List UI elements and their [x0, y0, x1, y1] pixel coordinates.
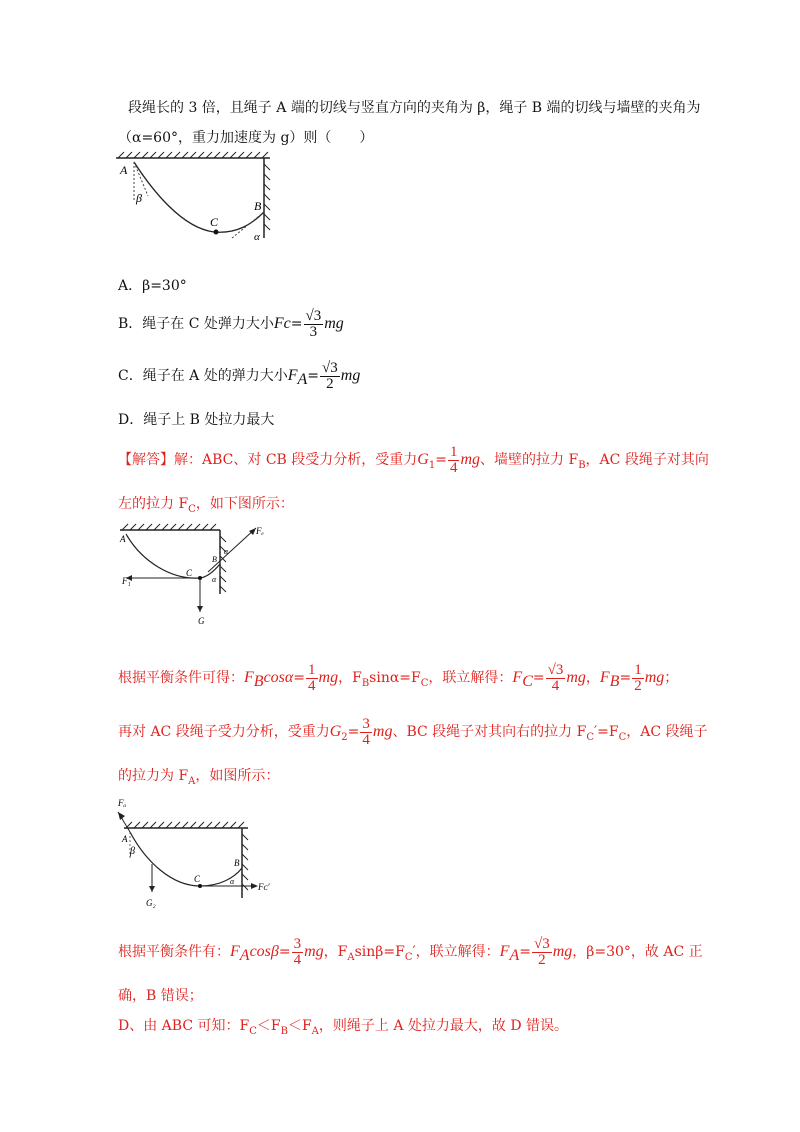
label-A: A — [120, 163, 128, 177]
svg-text:G: G — [198, 616, 205, 626]
svg-text:F₁: F₁ — [122, 576, 131, 586]
solution-line-7: 确，B 错误； — [118, 988, 203, 1004]
option-a: A．β=30° — [118, 278, 187, 294]
svg-text:Fᴄ′: Fᴄ′ — [258, 882, 270, 892]
svg-text:C: C — [194, 874, 201, 884]
solution-line-4: 再对 AC 段绳子受力分析，受重力$G_2=$ $\frac{3}{4}$ mg、BC 段绳子对其向右的拉力 $F_C'=F_C$，AC 段绳子 — [118, 715, 708, 748]
fraction: $\frac{√3}{2}$ — [322, 359, 338, 392]
fraction: $\frac{√3}{3}$ — [305, 307, 322, 340]
solution-line-8: D、由 ABC 可知：$F_C<F_B<F_A$，则绳子上 A 处拉力最大，故 D 错误。 — [118, 1018, 569, 1037]
svg-text:A: A — [120, 534, 126, 544]
rope-curve — [134, 162, 264, 232]
figure-1-rope — [112, 150, 282, 244]
svg-text:B: B — [234, 858, 240, 868]
option-b-text: B．绳子在 C 处弹力大小 — [118, 316, 274, 332]
solution-line-1: 【解答】解：ABC、对 CB 段受力分析，受重力$G_1=$ $\frac{1}{4}$ mg、墙壁的拉力 $F_B$，AC 段绳子对其向 — [118, 443, 709, 476]
svg-text:B: B — [212, 555, 217, 564]
label-B: B — [254, 199, 262, 213]
option-b-lhs: Fc — [273, 315, 291, 332]
solution-line-3: 根据平衡条件可得：$F_B\cos\alpha=$ $\frac{1}{4}$ mg，$F_B\sin\alpha=F_C$，联立解得：$F_C=$ $\frac{√3}{4}$ mg，$F_B=$ $\frac{1}{2}$ mg； — [118, 661, 679, 694]
question-line-1: 段绳长的 3 倍，且绳子 A 端的切线与竖直方向的夹角为 β，绳子 B 端的切线与墙壁的夹角为 — [128, 100, 701, 116]
mg: mg — [324, 315, 344, 332]
svg-text:α: α — [230, 877, 235, 886]
option-d: D．绳子上 B 处拉力最大 — [118, 412, 275, 428]
solution-line-6: 根据平衡条件有：$F_A\cos\beta=$ $\frac{3}{4}$ mg，$F_A\sin\beta=F_C'$，联立解得：$F_A=$ $\frac{√3}{2}$ mg，β=30°，故 AC 正 — [118, 935, 703, 968]
label-C: C — [210, 215, 219, 229]
solution-tag: 【解答】 — [118, 452, 174, 468]
solution-line-2: 左的拉力 $F_C$，如下图所示： — [118, 496, 294, 515]
svg-text:G₂: G₂ — [146, 898, 156, 908]
option-c-text: C．绳子在 A 处的弹力大小 — [118, 368, 288, 384]
svg-text:C: C — [186, 568, 193, 578]
eq: = — [290, 316, 303, 332]
svg-text:α: α — [224, 547, 229, 556]
svg-text:Fₑ: Fₑ — [256, 526, 264, 536]
question-line-2: （α=60°，重力加速度为 g）则（ ） — [118, 130, 374, 146]
wall-hatch — [264, 164, 270, 230]
svg-text:A: A — [122, 834, 128, 844]
figure-2-force-diagram — [116, 520, 276, 630]
svg-text:Fₐ: Fₐ — [118, 798, 127, 808]
svg-text:α: α — [212, 575, 217, 584]
figure-3-force-diagram — [112, 792, 282, 912]
svg-text:β: β — [130, 846, 135, 857]
label-beta: β — [136, 191, 142, 205]
point-C — [214, 230, 219, 235]
label-alpha: α — [254, 231, 260, 243]
ceiling-hatch — [118, 152, 268, 158]
option-b — [118, 304, 344, 344]
solution-line-5: 的拉力为 $F_A$，如图所示： — [118, 768, 280, 787]
option-c: C．绳子在 A 处的弹力大小$F_A=$ $\frac{√3}{2}$ mg — [118, 359, 361, 392]
